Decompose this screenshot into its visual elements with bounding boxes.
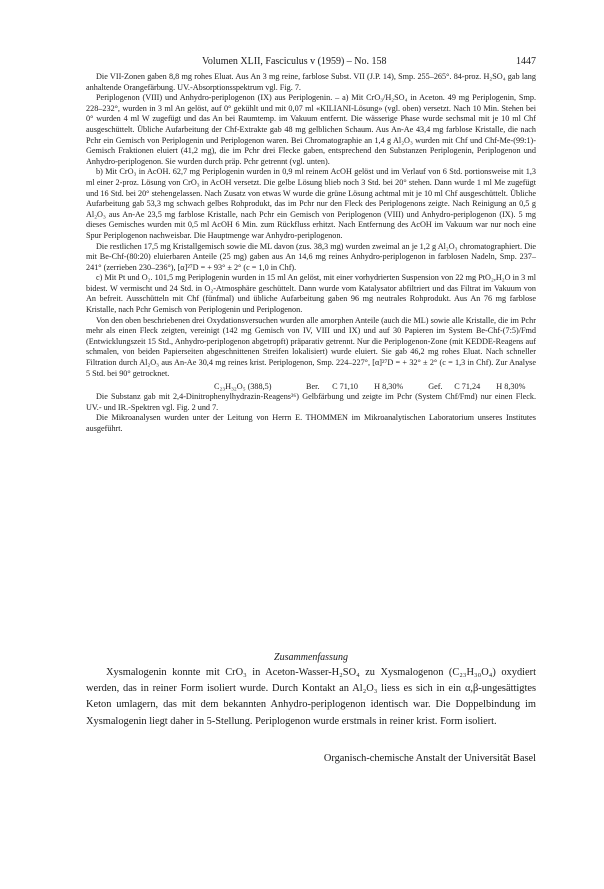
experimental-section [86,72,536,435]
elemental-analysis [86,381,536,392]
page-number: 1447 [516,56,536,67]
found-carbon: C 71,24 [454,382,481,392]
found-label: Gef. [428,382,443,392]
calc-carbon: C 71,10 [332,382,359,392]
page-header [86,56,536,70]
paragraph-remaining-mixture: Die restlichen 17,5 mg Kristallgemisch sowie die ML davon (zus. 38,3 mg) wurden zweimal an je 1,2 g Al₂O₃ chromatographiert. Die mit Be-Chf-(80:20) eluierbaren Anteile (25 mg) gaben aus An 14,6 mg reines Anhydro-periplogenon in farblosen Nadeln, Smp. 237–241° (zerrieben 230–236°), [α]²⁷D = + 93° ± 2° (c = 1,0 in Chf). [86,241,536,272]
paragraph-dnph-test: Die Substanz gab mit 2,4-Dinitrophenylhydrazin-Reagens²⁶) Gelbfärbung und zeigte im Pchr (System Chf/Fmd) nur einen Fleck. UV.- und IR.-Spektren vgl. Fig. 2 und 7. [86,392,536,412]
paragraph-periplogenon-a: Periplogenon (VIII) und Anhydro-periplogenon (IX) aus Periplogenin. – a) Mit CrO₃/H₂SO₄ in Aceton. 49 mg Periplogenin, Smp. 228–232°, wurden in 3 ml An gelöst, auf 0° gekühlt und mit 0,07 ml «KILIANI-Lösung» (vgl. oben) versetzt. Nach 10 Min. Stehen bei 0° wurden 4 ml W zugefügt und das An bei Raumtemp. im Vakuum entfernt. Die wässerige Phase wurde sechsmal mit je 10 ml Chf ausgeschüttelt. Übliche Aufarbeitung der Chf-Extrakte gab 48 mg gelblichen Schaum. Aus An-Ae 43,4 mg farblose Kristalle, die nach Pchr ein Gemisch von Periplogenin und Periplogenon waren. Bei Chromatographie an 1,4 g Al₂O₃ wurden mit Chf und Chf-Me-(99:1)-Gemisch Fraktionen eluiert (41,2 mg), die im Pchr drei Flecke gaben, entsprechend den Substanzen Periplogenin, Periplogenon und Anhydro-periplogenon. Sie wurden durch präp. Pchr getrennt (vgl. unten). [86,93,536,166]
paragraph-periplogenon-b: b) Mit CrO₃ in AcOH. 62,7 mg Periplogenin wurden in 0,9 ml reinem AcOH gelöst und im Verlauf von 6 Std. portionsweise mit 1,3 ml einer 2-proz. Lösung von CrO₃ in AcOH versetzt. Die gelbe Lösung blieb noch 3 Std. bei 20° stehen. Dann wurde 1 ml Me zugefügt und 16 Std. bei 20° stehengelassen. Nach Zusatz von etwas W wurde die grüne Lösung achtmal mit je 10 ml Chf ausgeschüttelt. Übliche Aufarbeitung gab 53,3 mg schwach gelbes Rohprodukt, das im Pchr nur den Fleck des Periplogenons zeigte. Nach Reinigung an 0,5 g Al₂O₃ aus An-Ae 23,5 mg farblose Kristalle, nach Pchr ein Gemisch von Periplogenon (VIII) und Anhydro-periplogenon (IX). 5 mg dieses Gemisches wurden mit 0,5 ml AcOH 6 Min. zum Rückfluss erhitzt. Nach Entfernung des AcOH im Vakuum war nur noch eine Spur Periplogenon nachweisbar. Die Hauptmenge war Anhydro-periplogenon. [86,167,536,240]
molecular-formula: C₂₃H₃₂O₅ (388,5) [214,382,272,392]
found-hydrogen: H 8,30% [496,382,526,392]
summary-text: Xysmalogenin konnte mit CrO₃ in Aceton-Wasser-H₂SO₄ zu Xysmalogenon (C₂₃H₃₀O₄) oxydiert werden, das in reiner Form isoliert wurde. Durch Kontakt an Al₂O₃ liess es sich in ein α,β-ungesättigtes Keton umlagern, das mit dem bekannten Anhydro-periplogenon identisch war. Die Doppelbindung im Xysmalogenin liegt daher in 5-Stellung. Periplogenon wurde erstmals in reiner krist. Form isoliert. [86,667,536,727]
calc-label: Ber. [306,382,320,392]
institute-affiliation: Organisch-chemische Anstalt der Universität Basel [323,753,536,764]
calc-hydrogen: H 8,30% [374,382,404,392]
paragraph-vii-zones: Die VII-Zonen gaben 8,8 mg rohes Eluat. Aus An 3 mg reine, farblose Subst. VII (J.P. 14), Smp. 255–265°. 84-proz. H₂SO₄ gab lang anhaltende Orangefärbung. UV.-Absorptionsspektrum vgl. Fig. 7. [86,72,536,92]
paragraph-combined-separation: Von den oben beschriebenen drei Oxydationsversuchen wurden alle amorphen Anteile (auch die ML) sowie alle Kristalle, die im Pchr mehr als einen Fleck zeigten, vereinigt (142 mg Gemisch von IV, VIII und IX) und auf 30 Papieren im System Be-Chf-(7:5)/Fmd (Entwicklungszeit 15 Std., Anhydro-periplogenon abgetropft) präparativ getrennt. Nur die Periplogenon-Zone (mit KEDDE-Reagens auf schmalen, von beiden Papierseiten abgeschnittenen Streifen lokalisiert) wurde eluiert. Sie gab 46,2 mg rohes Eluat. Nach schneller Filtration durch Al₂O₃ aus An-Ae 30,4 mg reines krist. Periplogenon, Smp. 224–227°, [α]²⁷D = + 32° ± 2° (c = 1,3 in Chf). Zur Analyse 5 Std. bei 90° getrocknet. [86,315,536,378]
summary-heading: Zusammenfassung [274,652,348,663]
running-head: Volumen XLII, Fasciculus v (1959) – No. 158 [202,56,387,67]
summary-section [86,665,536,730]
paragraph-periplogenon-c: c) Mit Pt und O₂. 101,5 mg Periplogenin wurden in 15 ml An gelöst, mit einer vorhydrierten Suspension von 22 mg PtO₂,H₂O in 3 ml bidest. W vermischt und 24 Std. in O₂-Atmosphäre geschüttelt. Dann wurde vom Katalysator abfiltriert und das Filtrat im Vakuum von An befreit. Ausschütteln mit Chf (fünfmal) und übliche Aufarbeitung gaben 96 mg neutrales Rohprodukt. Aus An 76 mg farblose Kristalle, nach Pchr Gemisch von Periplogenin und Periplogenon. [86,273,536,315]
paragraph-acknowledgement: Die Mikroanalysen wurden unter der Leitung von Herrn E. THOMMEN im Mikroanalytischen Laboratorium unseres Institutes ausgeführt. [86,413,536,433]
